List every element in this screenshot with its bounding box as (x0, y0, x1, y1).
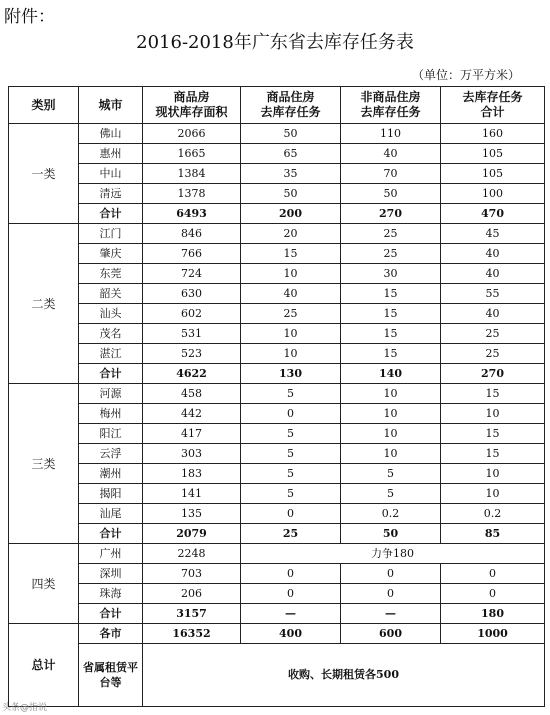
table-row (9, 384, 545, 404)
city-cell: 佛山 (79, 124, 143, 144)
total-task-cell: 15 (441, 384, 545, 404)
residential-task-cell: 5 (241, 384, 341, 404)
non-residential-task-cell: 110 (341, 124, 441, 144)
non-residential-task-cell: 25 (341, 244, 441, 264)
inventory-cell: 183 (143, 464, 241, 484)
total-task-cell: 270 (441, 364, 545, 384)
city-cell: 阳江 (79, 424, 143, 444)
table-row (9, 124, 545, 144)
non-residential-task-cell: 10 (341, 444, 441, 464)
total-task-cell: 0.2 (441, 504, 545, 524)
non-residential-task-cell: 15 (341, 284, 441, 304)
city-cell: 汕尾 (79, 504, 143, 524)
residential-task-cell: 10 (241, 324, 341, 344)
residential-task-cell: 20 (241, 224, 341, 244)
non-residential-task-cell: 25 (341, 224, 441, 244)
inventory-cell: 1378 (143, 184, 241, 204)
non-residential-task-cell: 0 (341, 564, 441, 584)
total-task-cell: 85 (441, 524, 545, 544)
city-cell: 河源 (79, 384, 143, 404)
city-cell: 东莞 (79, 264, 143, 284)
header-non-residential: 非商品住房 去库存任务 (341, 87, 441, 124)
total-task-cell: 105 (441, 164, 545, 184)
city-cell: 汕头 (79, 304, 143, 324)
subtotal-label: 合计 (79, 364, 143, 384)
total-task-cell: 10 (441, 484, 545, 504)
non-residential-task-cell: 15 (341, 324, 441, 344)
non-residential-task-cell: 50 (341, 524, 441, 544)
non-residential-task-cell: 10 (341, 404, 441, 424)
header-commercial-residential: 商品住房 去库存任务 (241, 87, 341, 124)
total-task-cell: 40 (441, 244, 545, 264)
inventory-cell: 1384 (143, 164, 241, 184)
non-residential-task-cell: 140 (341, 364, 441, 384)
residential-task-cell: 0 (241, 504, 341, 524)
table-row (9, 184, 545, 204)
watermark: 头条@指说 (2, 703, 48, 713)
page-title: 2016-2018年广东省去库存任务表 (136, 32, 414, 53)
residential-task-cell: 5 (241, 484, 341, 504)
inventory-cell: 630 (143, 284, 241, 304)
subtotal-row (9, 204, 545, 224)
total-task-cell: 10 (441, 464, 545, 484)
total-task-cell: 100 (441, 184, 545, 204)
total-task-cell: 55 (441, 284, 545, 304)
total-task-cell: 25 (441, 324, 545, 344)
total-task-cell: 15 (441, 424, 545, 444)
residential-task-cell: 400 (241, 624, 341, 644)
header-category: 类别 (9, 87, 79, 124)
city-cell: 惠州 (79, 144, 143, 164)
table-row (9, 144, 545, 164)
residential-task-cell: 5 (241, 464, 341, 484)
residential-task-cell: 5 (241, 424, 341, 444)
subtotal-row (9, 364, 545, 384)
grand-total-row (9, 624, 545, 644)
residential-task-cell: 130 (241, 364, 341, 384)
inventory-cell: 458 (143, 384, 241, 404)
inventory-cell: 602 (143, 304, 241, 324)
city-cell: 梅州 (79, 404, 143, 424)
grand-total-category: 总计 (9, 624, 79, 707)
table-row (9, 244, 545, 264)
table-row (9, 424, 545, 444)
non-residential-task-cell: 70 (341, 164, 441, 184)
category-cell: 三类 (9, 384, 79, 544)
table-row (9, 284, 545, 304)
table-row (9, 464, 545, 484)
residential-task-cell: 0 (241, 584, 341, 604)
table-row (9, 504, 545, 524)
city-cell: 广州 (79, 544, 143, 564)
category-cell: 四类 (9, 544, 79, 624)
residential-task-cell: 40 (241, 284, 341, 304)
header-inventory: 商品房 现状库存面积 (143, 87, 241, 124)
non-residential-task-cell: 0 (341, 584, 441, 604)
city-cell: 清远 (79, 184, 143, 204)
inventory-cell: 4622 (143, 364, 241, 384)
city-cell: 茂名 (79, 324, 143, 344)
city-cell: 肇庆 (79, 244, 143, 264)
inventory-cell: 3157 (143, 604, 241, 624)
subtotal-label: 合计 (79, 204, 143, 224)
inventory-cell: 724 (143, 264, 241, 284)
city-cell: 湛江 (79, 344, 143, 364)
total-task-cell: 45 (441, 224, 545, 244)
inventory-cell: 766 (143, 244, 241, 264)
inventory-cell: 2066 (143, 124, 241, 144)
non-residential-task-cell: 5 (341, 484, 441, 504)
residential-task-cell: 50 (241, 184, 341, 204)
inventory-cell: 417 (143, 424, 241, 444)
residential-task-cell: 25 (241, 524, 341, 544)
inventory-cell: 846 (143, 224, 241, 244)
platform-label: 省属租赁平台等 (79, 644, 143, 707)
header-row (9, 87, 545, 124)
total-task-cell: 160 (441, 124, 545, 144)
total-task-cell: 15 (441, 444, 545, 464)
table-row (9, 404, 545, 424)
non-residential-task-cell: 600 (341, 624, 441, 644)
table-row-guangzhou (9, 544, 545, 564)
total-task-cell: 0 (441, 584, 545, 604)
city-cell: 揭阳 (79, 484, 143, 504)
category-cell: 二类 (9, 224, 79, 384)
inventory-cell: 2079 (143, 524, 241, 544)
total-task-cell: 180 (441, 604, 545, 624)
table-row (9, 564, 545, 584)
subtotal-row (9, 524, 545, 544)
inventory-cell: 135 (143, 504, 241, 524)
total-task-cell: 25 (441, 344, 545, 364)
non-residential-task-cell: 15 (341, 344, 441, 364)
city-cell: 中山 (79, 164, 143, 184)
inventory-cell: 206 (143, 584, 241, 604)
non-residential-task-cell: 10 (341, 384, 441, 404)
table-row (9, 224, 545, 244)
city-cell: 潮州 (79, 464, 143, 484)
inventory-cell: 303 (143, 444, 241, 464)
residential-task-cell: 25 (241, 304, 341, 324)
subtotal-label: 合计 (79, 604, 143, 624)
non-residential-task-cell: — (341, 604, 441, 624)
city-cell: 江门 (79, 224, 143, 244)
table-row (9, 324, 545, 344)
table-row (9, 344, 545, 364)
city-cell: 云浮 (79, 444, 143, 464)
all-cities-label: 各市 (79, 624, 143, 644)
non-residential-task-cell: 40 (341, 144, 441, 164)
inventory-cell: 16352 (143, 624, 241, 644)
subtotal-label: 合计 (79, 524, 143, 544)
city-cell: 韶关 (79, 284, 143, 304)
total-task-cell: 1000 (441, 624, 545, 644)
non-residential-task-cell: 15 (341, 304, 441, 324)
table-row (9, 584, 545, 604)
city-cell: 珠海 (79, 584, 143, 604)
inventory-cell: 6493 (143, 204, 241, 224)
table-row (9, 304, 545, 324)
table-row (9, 264, 545, 284)
total-task-cell: 40 (441, 304, 545, 324)
residential-task-cell: 200 (241, 204, 341, 224)
non-residential-task-cell: 30 (341, 264, 441, 284)
non-residential-task-cell: 270 (341, 204, 441, 224)
merged-task-cell: 力争180 (241, 544, 545, 564)
residential-task-cell: 65 (241, 144, 341, 164)
header-city: 城市 (79, 87, 143, 124)
total-task-cell: 40 (441, 264, 545, 284)
residential-task-cell: 0 (241, 564, 341, 584)
table-body (9, 124, 545, 707)
inventory-task-table (8, 86, 545, 707)
residential-task-cell: 10 (241, 344, 341, 364)
total-task-cell: 105 (441, 144, 545, 164)
residential-task-cell: 15 (241, 244, 341, 264)
inventory-cell: 1665 (143, 144, 241, 164)
table-row (9, 444, 545, 464)
residential-task-cell: 5 (241, 444, 341, 464)
non-residential-task-cell: 50 (341, 184, 441, 204)
residential-task-cell: 50 (241, 124, 341, 144)
inventory-cell: 141 (143, 484, 241, 504)
inventory-cell: 703 (143, 564, 241, 584)
total-task-cell: 10 (441, 404, 545, 424)
table-row (9, 164, 545, 184)
unit-note: （单位：万平方米） (411, 68, 520, 82)
residential-task-cell: 0 (241, 404, 341, 424)
header-total: 去库存任务 合计 (441, 87, 545, 124)
total-task-cell: 0 (441, 564, 545, 584)
inventory-cell: 2248 (143, 544, 241, 564)
subtotal-row (9, 604, 545, 624)
residential-task-cell: — (241, 604, 341, 624)
attachment-label: 附件： (4, 7, 55, 27)
inventory-cell: 523 (143, 344, 241, 364)
non-residential-task-cell: 0.2 (341, 504, 441, 524)
table-row (9, 484, 545, 504)
residential-task-cell: 10 (241, 264, 341, 284)
platform-row (9, 644, 545, 707)
total-task-cell: 470 (441, 204, 545, 224)
inventory-cell: 442 (143, 404, 241, 424)
non-residential-task-cell: 5 (341, 464, 441, 484)
non-residential-task-cell: 10 (341, 424, 441, 444)
inventory-cell: 531 (143, 324, 241, 344)
platform-text: 收购、长期租赁各500 (143, 644, 545, 707)
city-cell: 深圳 (79, 564, 143, 584)
residential-task-cell: 35 (241, 164, 341, 184)
category-cell: 一类 (9, 124, 79, 224)
